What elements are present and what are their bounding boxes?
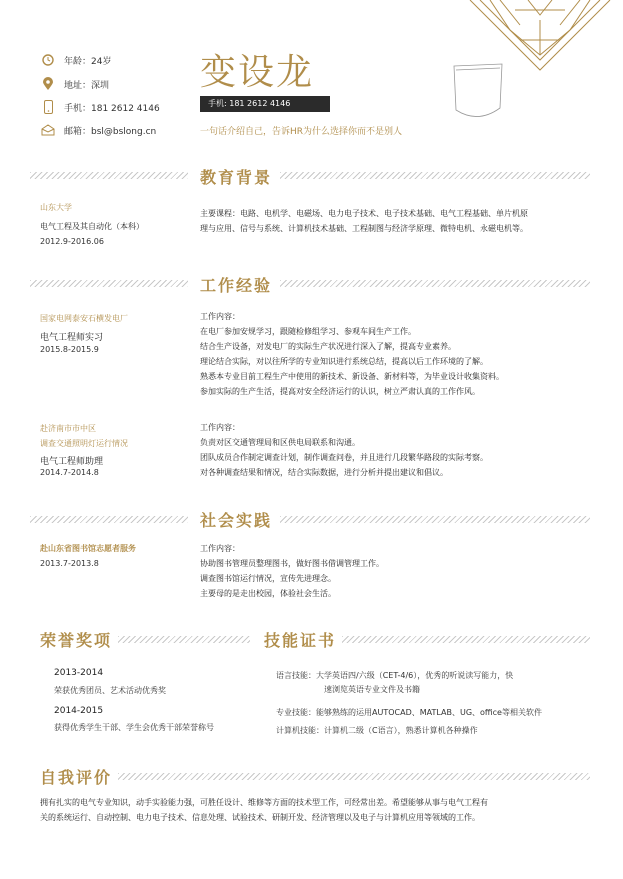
divider-hatch — [30, 516, 188, 523]
job2-org-line2: 调查交通照明灯运行情况 — [40, 439, 128, 448]
edu-school: 山东大学 — [40, 203, 72, 212]
edu-date: 2012.9-2016.06 — [40, 237, 104, 246]
skill-computer: 计算机技能：计算机二级（C语言），熟悉计算机各种操作 — [276, 726, 478, 735]
job1-line: 熟悉本专业目前工程生产中使用的新技术、新设备、新材料等，为毕业设计收集资料。 — [200, 372, 504, 381]
job1-line: 工作内容： — [200, 312, 240, 321]
section-title-self-eval: 自我评价 — [40, 768, 113, 787]
location-pin-icon — [40, 76, 56, 92]
job2-date: 2014.7-2014.8 — [40, 468, 99, 477]
divider-hatch — [342, 636, 590, 643]
info-age-label: 年龄：24岁 — [64, 56, 112, 67]
divider-hatch — [280, 280, 590, 287]
phone-bar: 手机: 181 2612 4146 — [200, 96, 330, 112]
honor2-year: 2014-2015 — [54, 706, 104, 716]
honor1-text: 荣获优秀团员、艺术活动优秀奖 — [54, 686, 166, 695]
self-eval-line: 拥有扎实的电气专业知识，动手实验能力强，可胜任设计、维修等方面的技术型工作，可经常出差。希望能够从事与电气工程有 — [40, 798, 488, 807]
social-line: 协助图书管理员整理图书，做好图书借调管理工作。 — [200, 559, 384, 568]
edu-course-line: 主要课程：电路、电机学、电磁场、电力电子技术、电子技术基础、电气工程基础、单片机原 — [200, 209, 528, 218]
edu-major: 电气工程及其自动化（本科） — [40, 222, 144, 231]
job1-org: 国家电网泰安石横发电厂 — [40, 314, 128, 323]
section-title-skills: 技能证书 — [264, 631, 337, 650]
social-lines — [200, 541, 384, 601]
info-phone-label: 手机：181 2612 4146 — [64, 103, 160, 114]
social-org: 赴山东省图书馆志愿者服务 — [40, 544, 136, 553]
job1-line: 结合生产设备，对发电厂的实际生产状况进行深入了解，提高专业素养。 — [200, 342, 456, 351]
honor1-year: 2013-2014 — [54, 668, 104, 678]
social-line: 调查图书馆运行情况，宣传先进理念。 — [200, 574, 336, 583]
skill-language: 语言技能：大学英语四/六级（CET-4/6），优秀的听说读写能力，快 — [276, 671, 514, 680]
job2-org: 赴济南市市中区 — [40, 424, 96, 433]
social-line: 工作内容： — [200, 544, 240, 553]
tagline: 一句话介绍自己，告诉HR为什么选择你而不是别人 — [200, 127, 403, 137]
divider-hatch — [30, 172, 188, 179]
name-title: 变设龙 — [200, 52, 315, 93]
divider-hatch — [118, 773, 590, 780]
info-email — [40, 122, 156, 138]
job2-line: 工作内容： — [200, 423, 240, 432]
pocket-sketch-illustration — [450, 58, 510, 128]
honor2-text: 获得优秀学生干部、学生会优秀干部荣誉称号 — [54, 723, 214, 732]
job1-line: 在电厂参加安规学习，跟随检修组学习、参观车间生产工作。 — [200, 327, 416, 336]
edu-course-line: 理与应用、信号与系统、计算机技术基础、工程制图与经济学原理、微特电机、永磁电机等。 — [200, 224, 528, 233]
self-eval-text — [40, 795, 488, 825]
info-email-label: 邮箱：bsl@bslong.cn — [64, 126, 157, 137]
divider-hatch — [280, 172, 590, 179]
job1-line: 参加实际的生产生活，提高对安全经济运行的认识，树立严肃认真的工作作风。 — [200, 387, 480, 396]
job1-date: 2015.8-2015.9 — [40, 345, 99, 354]
info-address-label: 地址：深圳 — [64, 80, 110, 91]
job2-line: 对各种调查结果和情况，结合实际数据，进行分析并提出建议和倡议。 — [200, 468, 448, 477]
mobile-phone-icon — [40, 99, 56, 115]
job2-role: 电气工程师助理 — [40, 457, 104, 467]
section-title-social: 社会实践 — [200, 511, 273, 530]
mail-icon — [40, 122, 56, 138]
section-title-work: 工作经验 — [200, 276, 273, 295]
edu-courses — [200, 206, 528, 236]
info-address — [40, 76, 109, 92]
info-age — [40, 52, 111, 68]
job2-line: 团队成员合作制定调查计划，制作调查问卷，并且进行几段繁华路段的实际考察。 — [200, 453, 488, 462]
job2-lines — [200, 420, 488, 480]
section-title-honors: 荣誉奖项 — [40, 631, 113, 650]
section-title-education: 教育背景 — [200, 168, 273, 187]
job2-line: 负责对区交通管理局和区供电局联系和沟通。 — [200, 438, 360, 447]
divider-hatch — [30, 280, 188, 287]
social-line: 主要母的是走出校园，体验社会生活。 — [200, 589, 336, 598]
divider-hatch — [118, 636, 250, 643]
social-date: 2013.7-2013.8 — [40, 559, 99, 568]
job1-line: 理论结合实际，对以往所学的专业知识进行系统总结，提高以后工作环境的了解。 — [200, 357, 488, 366]
self-eval-line: 关的系统运行、自动控制、电力电子技术、信息处理、试验技术、研制开发、经济管理以及电子与计算机应用等领域的工作。 — [40, 813, 480, 822]
job1-role: 电气工程师实习 — [40, 333, 104, 343]
skill-professional: 专业技能：能够熟练的运用AUTOCAD、MATLAB、UG、office等相关软件 — [276, 708, 542, 717]
skill-language-line2: 速浏览英语专业文件及书籍 — [324, 685, 420, 694]
clock-icon — [40, 52, 56, 68]
divider-hatch — [280, 516, 590, 523]
job1-lines — [200, 309, 504, 399]
info-phone — [40, 99, 160, 115]
